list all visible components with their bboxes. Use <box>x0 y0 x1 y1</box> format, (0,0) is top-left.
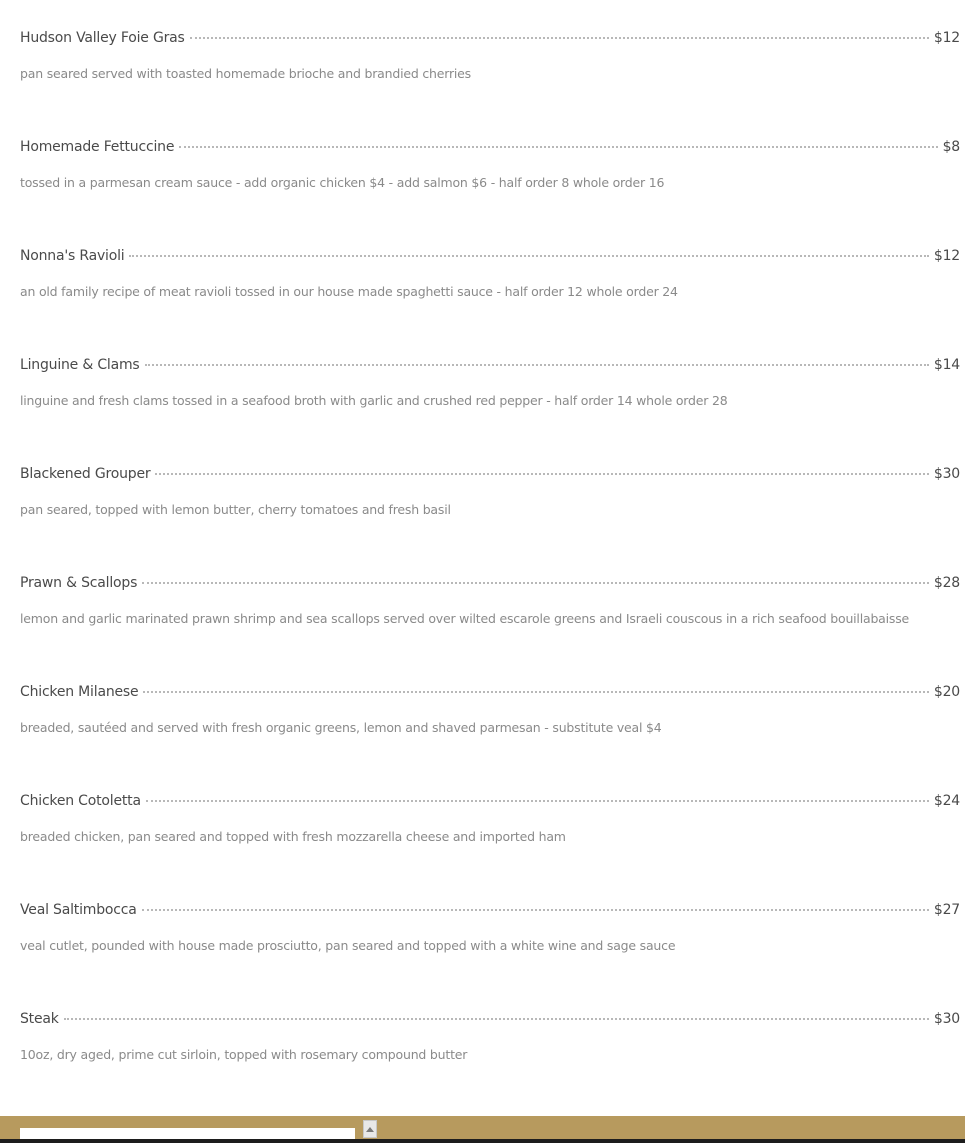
dotted-leader <box>142 582 929 584</box>
menu-item-header <box>20 30 960 52</box>
menu-item-name: Blackened Grouper <box>20 466 151 482</box>
menu-item-price: $27 <box>933 902 960 918</box>
menu-item-header <box>20 684 960 706</box>
menu-item-price: $12 <box>933 30 960 46</box>
menu-item-description: breaded chicken, pan seared and topped with fresh mozzarella cheese and imported ham <box>20 829 566 844</box>
menu-item-description: pan seared, topped with lemon butter, cherry tomatoes and fresh basil <box>20 502 451 517</box>
menu-item <box>20 654 960 763</box>
dotted-leader <box>129 255 928 257</box>
scroll-up-button[interactable] <box>363 1120 377 1138</box>
menu-item-description: an old family recipe of meat ravioli tossed in our house made spaghetti sauce - half order 12 whole order 24 <box>20 284 678 299</box>
menu-item-name: Chicken Milanese <box>20 684 139 700</box>
dotted-leader <box>142 909 929 911</box>
menu-item-name: Nonna's Ravioli <box>20 248 125 264</box>
menu-item-price: $28 <box>933 575 960 591</box>
menu-item-header <box>20 902 960 924</box>
menu-item-header <box>20 248 960 270</box>
menu-item <box>20 0 960 109</box>
dotted-leader <box>64 1018 929 1020</box>
menu-item <box>20 327 960 436</box>
menu-item-header <box>20 1011 960 1033</box>
menu-item-header <box>20 357 960 379</box>
menu-item-name: Veal Saltimbocca <box>20 902 137 918</box>
dotted-leader <box>143 691 928 693</box>
menu-item <box>20 109 960 218</box>
menu-item-name: Steak <box>20 1011 59 1027</box>
dotted-leader <box>146 800 929 802</box>
menu-item <box>20 872 960 981</box>
menu-item-price: $30 <box>933 466 960 482</box>
menu-item-header <box>20 466 960 488</box>
menu-item-price: $14 <box>933 357 960 373</box>
menu-list <box>20 0 960 1090</box>
menu-item-description: veal cutlet, pounded with house made prosciutto, pan seared and topped with a white wine and sage sauce <box>20 938 676 953</box>
menu-item-description: 10oz, dry aged, prime cut sirloin, topped with rosemary compound butter <box>20 1047 468 1062</box>
menu-item-price: $20 <box>933 684 960 700</box>
menu-item-description: tossed in a parmesan cream sauce - add organic chicken $4 - add salmon $6 - half order 8 whole order 16 <box>20 175 665 190</box>
menu-item-description: linguine and fresh clams tossed in a seafood broth with garlic and crushed red pepper - half order 14 whole order 28 <box>20 393 728 408</box>
menu-item-description: pan seared served with toasted homemade brioche and brandied cherries <box>20 66 471 81</box>
dotted-leader <box>155 473 928 475</box>
dotted-leader <box>190 37 929 39</box>
menu-item-name: Homemade Fettuccine <box>20 139 175 155</box>
menu-item-price: $30 <box>933 1011 960 1027</box>
menu-item-description: lemon and garlic marinated prawn shrimp and sea scallops served over wilted escarole greens and Israeli couscous in a rich seafood bouillabaisse <box>20 611 910 626</box>
menu-item <box>20 763 960 872</box>
menu-item-price: $8 <box>942 139 960 155</box>
menu-item-name: Prawn & Scallops <box>20 575 138 591</box>
menu-item <box>20 545 960 654</box>
menu-item-header <box>20 793 960 815</box>
dotted-leader <box>179 146 937 148</box>
chevron-up-icon <box>366 1127 374 1132</box>
menu-item-header <box>20 139 960 161</box>
menu-item-header <box>20 575 960 597</box>
menu-item-name: Hudson Valley Foie Gras <box>20 30 185 46</box>
dotted-leader <box>145 364 929 366</box>
menu-item-description: breaded, sautéed and served with fresh organic greens, lemon and shaved parmesan - substitute veal $4 <box>20 720 662 735</box>
footer-band <box>0 1116 965 1143</box>
menu-item-name: Linguine & Clams <box>20 357 140 373</box>
menu-item-name: Chicken Cotoletta <box>20 793 141 809</box>
menu-item <box>20 981 960 1090</box>
menu-item-price: $12 <box>933 248 960 264</box>
menu-item <box>20 436 960 545</box>
footer-dark-strip <box>0 1139 965 1143</box>
menu-item-price: $24 <box>933 793 960 809</box>
menu-item <box>20 218 960 327</box>
